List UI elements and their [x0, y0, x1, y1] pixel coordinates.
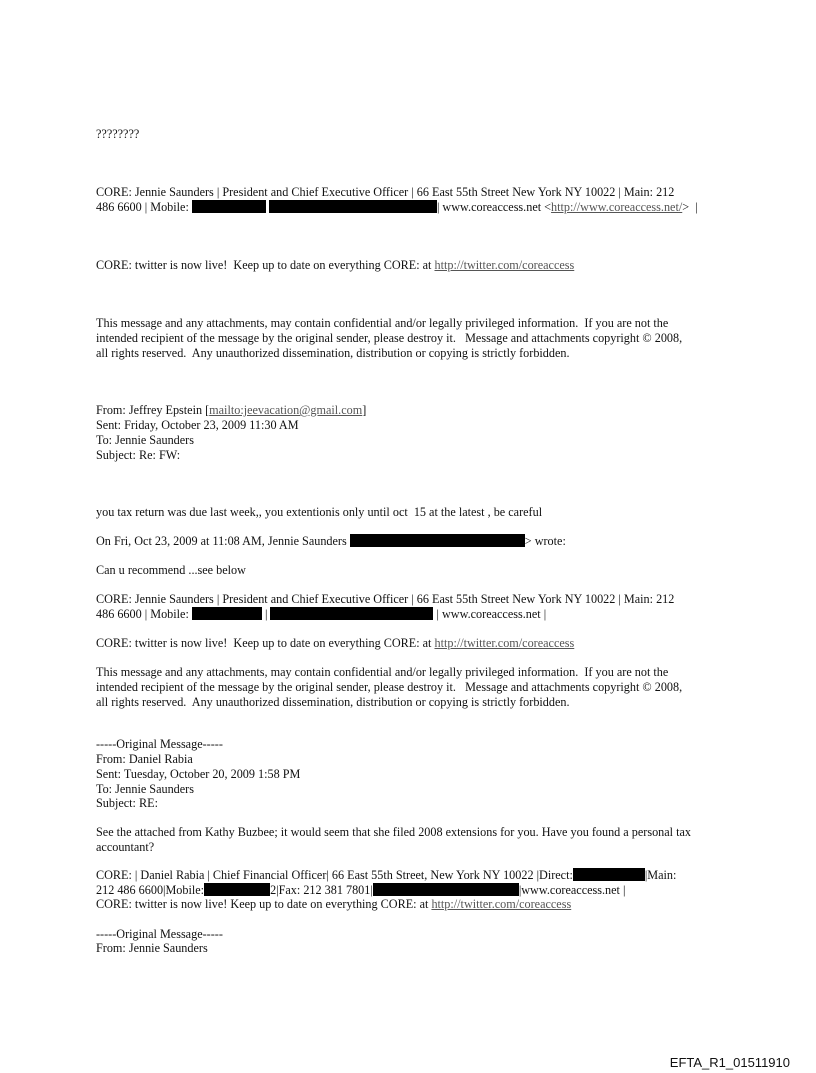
email-to: To: Jennie Saunders — [96, 433, 194, 447]
email-sent: Sent: Tuesday, October 20, 2009 1:58 PM — [96, 767, 301, 781]
header-marks: ???????? — [96, 127, 140, 141]
email-subject: Subject: Re: FW: — [96, 448, 181, 462]
redaction-block — [270, 607, 433, 620]
email-from: From: Jennie Saunders — [96, 941, 208, 955]
disclaimer-line: intended recipient of the message by the original sender, please destroy it. Message and attachments copyright © 2008, — [96, 331, 683, 345]
signature-line: CORE: Jennie Saunders | President and Chief Executive Officer | 66 East 55th Street New York NY 10022 | Main: 212 — [96, 185, 675, 199]
redaction-block — [192, 607, 262, 620]
disclaimer-line: intended recipient of the message by the original sender, please destroy it. Message and attachments copyright © 2008, — [96, 680, 683, 694]
twitter-line: CORE: twitter is now live! Keep up to date on everything CORE: at http://twitter.com/coreaccess — [96, 897, 572, 911]
quote-header: On Fri, Oct 23, 2009 at 11:08 AM, Jennie Saunders > wrote: — [96, 534, 566, 548]
twitter-line: CORE: twitter is now live! Keep up to date on everything CORE: at http://twitter.com/coreaccess — [96, 636, 575, 650]
signature-line: 486 6600 | Mobile: | | www.coreaccess.net | — [96, 607, 547, 621]
original-message-marker: -----Original Message----- — [96, 737, 223, 751]
email-from: From: Jeffrey Epstein [mailto:jeevacation@gmail.com] — [96, 403, 367, 417]
email-subject: Subject: RE: — [96, 796, 158, 810]
email-sent: Sent: Friday, October 23, 2009 11:30 AM — [96, 418, 299, 432]
disclaimer-line: This message and any attachments, may contain confidential and/or legally privileged information. If you are not the — [96, 316, 669, 330]
document-id: EFTA_R1_01511910 — [669, 1055, 790, 1070]
email-link[interactable]: mailto:jeevacation@gmail.com — [209, 403, 363, 417]
signature-line: 486 6600 | Mobile: | www.coreaccess.net <http://www.coreaccess.net/> | — [96, 200, 698, 214]
disclaimer-line: all rights reserved. Any unauthorized dissemination, distribution or copying is strictly forbidden. — [96, 346, 570, 360]
email-to: To: Jennie Saunders — [96, 782, 194, 796]
redaction-block — [373, 883, 519, 896]
redaction-block — [350, 534, 525, 547]
signature-line: CORE: | Daniel Rabia | Chief Financial Officer| 66 East 55th Street, New York NY 10022 |Direct: |Main: — [96, 868, 677, 882]
twitter-link[interactable]: http://twitter.com/coreaccess — [431, 897, 572, 911]
email-from: From: Daniel Rabia — [96, 752, 193, 766]
original-message-marker: -----Original Message----- — [96, 927, 223, 941]
message-body: Can u recommend ...see below — [96, 563, 246, 577]
message-body: you tax return was due last week,, you extentionis only until oct 15 at the latest , be careful — [96, 505, 543, 519]
twitter-line: CORE: twitter is now live! Keep up to date on everything CORE: at http://twitter.com/coreaccess — [96, 258, 575, 272]
message-body: See the attached from Kathy Buzbee; it would seem that she filed 2008 extensions for you. Have you found a personal tax — [96, 825, 691, 839]
signature-line: CORE: Jennie Saunders | President and Chief Executive Officer | 66 East 55th Street New York NY 10022 | Main: 212 — [96, 592, 675, 606]
redaction-block — [573, 868, 645, 881]
redaction-block — [204, 883, 270, 896]
disclaimer-line: This message and any attachments, may contain confidential and/or legally privileged information. If you are not the — [96, 665, 669, 679]
message-body: accountant? — [96, 840, 155, 854]
signature-line: 212 486 6600|Mobile: 2|Fax: 212 381 7801| |www.coreaccess.net | — [96, 883, 626, 897]
website-link[interactable]: http://www.coreaccess.net/ — [551, 200, 683, 214]
redaction-block — [192, 200, 266, 213]
disclaimer-line: all rights reserved. Any unauthorized dissemination, distribution or copying is strictly forbidden. — [96, 695, 570, 709]
redaction-block — [269, 200, 437, 213]
twitter-link[interactable]: http://twitter.com/coreaccess — [434, 636, 575, 650]
twitter-link[interactable]: http://twitter.com/coreaccess — [434, 258, 575, 272]
